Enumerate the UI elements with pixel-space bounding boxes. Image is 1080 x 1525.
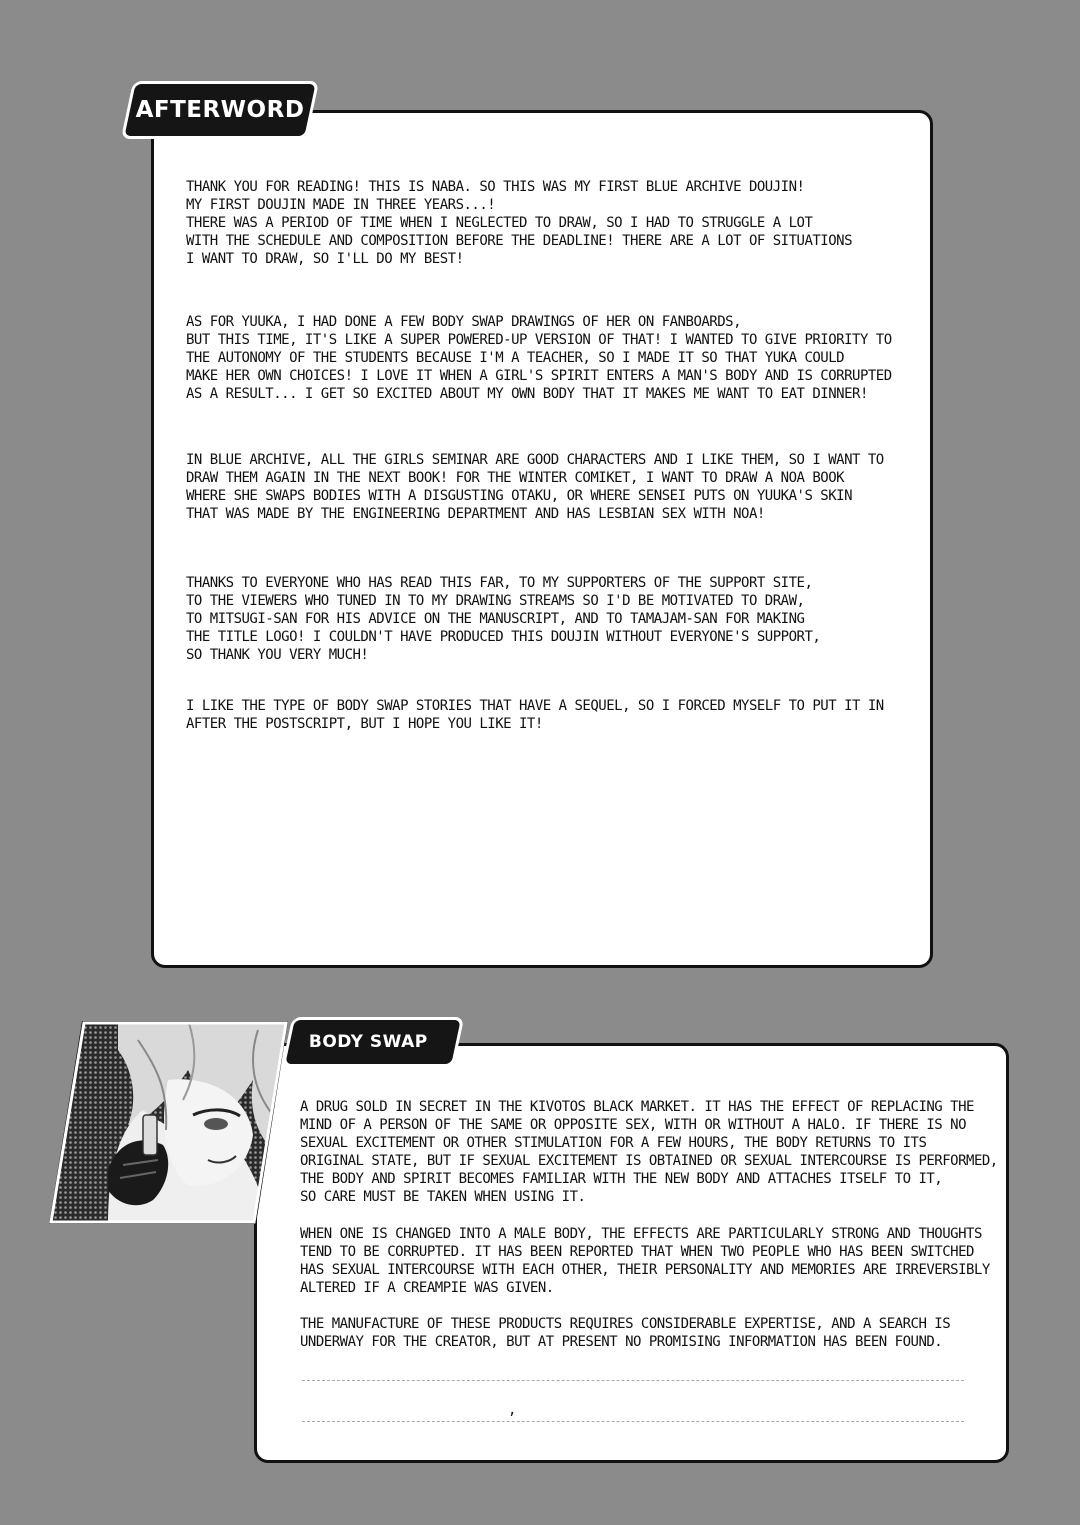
afterword-title: AFTERWORD <box>135 97 305 123</box>
body-swap-drug-title-tag <box>285 1020 460 1096</box>
afterword-paragraph: AS FOR YUUKA, I HAD DONE A FEW BODY SWAP DRAWINGS OF HER ON FANBOARDS, BUT THIS TIME, IT'S LIKE A SUPER POWERED-UP VERSION OF THAT! I WANTED TO GIVE PRIORITY TO THE AUTONOMY OF THE STUDENTS BECAUSE I'M A TEACHER, SO I MADE IT SO THAT YUKA COULD MAKE HER OWN CHOICES! I LOVE IT WHEN A GIRL'S SPIRIT ENTERS A MAN'S BODY AND IS CORRUPTED AS A RESULT... I GET SO EXCITED ABOUT MY OWN BODY THAT IT MAKES ME WANT TO EAT DINNER! <box>186 314 892 402</box>
afterword-paragraph: THANK YOU FOR READING! THIS IS NABA. SO THIS WAS MY FIRST BLUE ARCHIVE DOUJIN! MY FIRST DOUJIN MADE IN THREE YEARS...! THERE WAS A PERIOD OF TIME WHEN I NEGLECTED TO DRAW, SO I HAD TO STRUGGLE A LOT WITH THE SCHEDULE AND COMPOSITION BEFORE THE DEADLINE! THERE ARE A LOT OF SITUATIONS I WANT TO DRAW, SO I'LL DO MY BEST! <box>186 179 853 267</box>
afterword-paragraph: THANKS TO EVERYONE WHO HAS READ THIS FAR, TO MY SUPPORTERS OF THE SUPPORT SITE, TO THE VIEWERS WHO TUNED IN TO MY DRAWING STREAMS SO I'D BE MOTIVATED TO DRAW, TO MITSUGI-SAN FOR HIS ADVICE ON THE MANUSCRIPT, AND TO TAMAJAM-SAN FOR MAKING THE TITLE LOGO! I COULDN'T HAVE PRODUCED THIS DOUJIN WITHOUT EVERYONE'S SUPPORT, SO THANK YOU VERY MUCH! <box>186 575 821 663</box>
body-swap-drug-title: BODY SWAP DRUG <box>308 1032 428 1096</box>
ruled-line <box>302 1380 964 1381</box>
afterword-paragraph: IN BLUE ARCHIVE, ALL THE GIRLS SEMINAR ARE GOOD CHARACTERS AND I LIKE THEM, SO I WANT TO DRAW THEM AGAIN IN THE NEXT BOOK! FOR THE WINTER COMIKET, I WANT TO DRAW A NOA BOOK WHERE SHE SWAPS BODIES WITH A DISGUSTING OTAKU, OR WHERE SENSEI PUTS ON YUUKA'S SKIN THAT WAS MADE BY THE ENGINEERING DEPARTMENT AND HAS LESBIAN SEX WITH NOA! <box>186 452 884 522</box>
afterword-title-tag <box>124 84 315 136</box>
stray-mark: , <box>508 1402 517 1418</box>
afterword-paragraph: I LIKE THE TYPE OF BODY SWAP STORIES THAT HAVE A SEQUEL, SO I FORCED MYSELF TO PUT IT IN AFTER THE POSTSCRIPT, BUT I HOPE YOU LIKE IT! <box>186 698 884 732</box>
drug-paragraph: THE MANUFACTURE OF THESE PRODUCTS REQUIRES CONSIDERABLE EXPERTISE, AND A SEARCH IS UNDERWAY FOR THE CREATOR, BUT AT PRESENT NO PROMISING INFORMATION HAS BEEN FOUND. <box>300 1316 951 1350</box>
drug-paragraph: A DRUG SOLD IN SECRET IN THE KIVOTOS BLACK MARKET. IT HAS THE EFFECT OF REPLACING THE MIND OF A PERSON OF THE SAME OR OPPOSITE SEX, WITH OR WITHOUT A HALO. IF THERE IS NO SEXUAL EXCITEMENT OR OTHER STIMULATION FOR A FEW HOURS, THE BODY RETURNS TO ITS ORIGINAL STATE, BUT IF SEXUAL EXCITEMENT IS OBTAINED OR SEXUAL INTERCOURSE IS PERFORMED, THE BODY AND SPIRIT BECOMES FAMILIAR WITH THE NEW BODY AND ATTACHES ITSELF TO IT, SO CARE MUST BE TAKEN WHEN USING IT. <box>300 1099 998 1205</box>
ruled-line <box>302 1421 964 1422</box>
character-illustration <box>48 1020 290 1225</box>
drug-paragraph: WHEN ONE IS CHANGED INTO A MALE BODY, THE EFFECTS ARE PARTICULARLY STRONG AND THOUGHTS TEND TO BE CORRUPTED. IT HAS BEEN REPORTED THAT WHEN TWO PEOPLE WHO HAS BEEN SWITCHED HAS SEXUAL INTERCOURSE WITH EACH OTHER, THEIR PERSONALITY AND MEMORIES ARE IRREVERSIBLY ALTERED IF A CREAMPIE WAS GIVEN. <box>300 1226 990 1296</box>
